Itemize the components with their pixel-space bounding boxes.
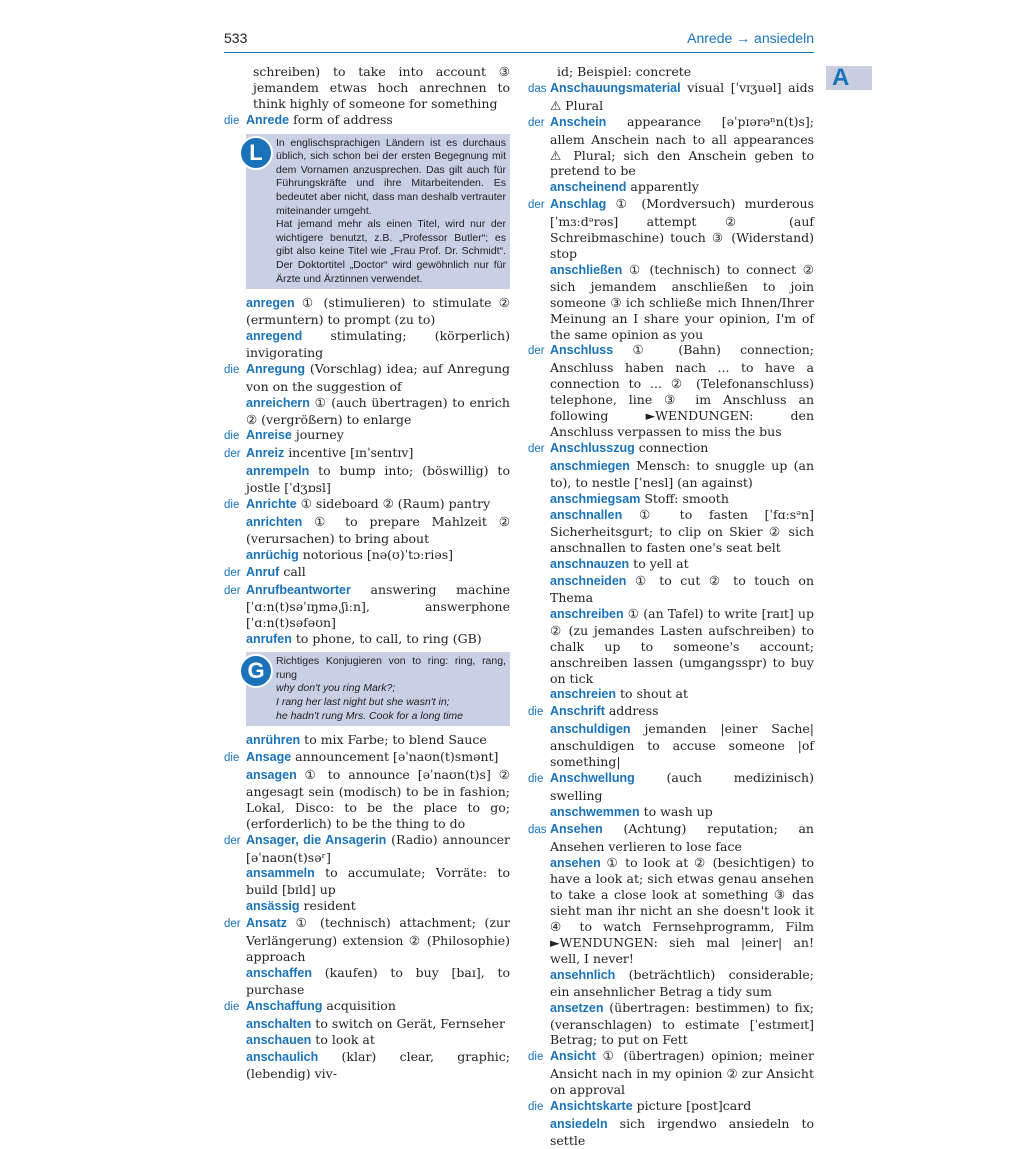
- dictionary-entry: [224, 295, 510, 328]
- info-box: [246, 652, 510, 726]
- entry-definition: ① (übertragen) opinion; meiner Ansicht nach in my opinion ② zur Ansicht on approval: [550, 1048, 814, 1098]
- entry-article: das: [528, 823, 547, 836]
- entry-definition: ① (Mordversuch) murderous [ˈmɜːdᵊrəs] attempt ② (auf Schreibmaschine) touch ③ (Widerstand) stop: [550, 196, 814, 261]
- entry-article: der: [224, 918, 241, 931]
- entry-definition: to switch on Gerät, Fernseher: [315, 1015, 505, 1031]
- dictionary-entry: [224, 582, 510, 632]
- entry-headword: Anregung: [246, 361, 306, 376]
- entry-headword: Ansage: [246, 750, 292, 765]
- entry-definition: stimulating; (körperlich) invigorating: [246, 327, 510, 360]
- entry-headword: anrüchig: [246, 547, 299, 562]
- header-rule: [224, 52, 814, 53]
- dictionary-entry: [224, 998, 510, 1016]
- entry-headword: anreichern: [246, 395, 310, 410]
- entry-definition: (kaufen) to buy [baɪ], to purchase: [246, 964, 510, 997]
- entry-definition: ① (stimulieren) to stimulate ② (ermuntern) to prompt (zu to): [246, 295, 510, 328]
- entry-definition: form of address: [293, 111, 393, 127]
- entry-headword: ansässig: [246, 899, 300, 914]
- entry-headword: Anschein: [550, 114, 607, 129]
- dictionary-entry: [528, 804, 814, 821]
- entry-definition: to mix Farbe; to blend Sauce: [304, 732, 487, 748]
- dictionary-entry: [528, 855, 814, 967]
- dictionary-entry: [224, 564, 510, 582]
- dictionary-entry: [224, 514, 510, 547]
- entry-definition: ① (an Tafel) to write [raɪt] up ② (zu jemandes Lasten aufschreiben) to chalk up to someone's account; anschreiben lassen (umgangsspr) to buy on tick: [550, 605, 814, 686]
- entry-headword: ansiedeln: [550, 1117, 608, 1131]
- entry-definition: call: [283, 563, 306, 579]
- entry-headword: anrichten: [246, 514, 303, 529]
- entry-article: die: [224, 430, 240, 443]
- entry-headword: anschneiden: [550, 574, 627, 589]
- entry-headword: Anrichte: [246, 497, 297, 512]
- entry-headword: anrühren: [246, 733, 301, 748]
- entry-headword: Anschlag: [550, 197, 607, 212]
- entry-definition: ① (technisch) to connect ② sich jemandem anschließen to join someone ③ ich schließe mich Ihnen/Ihrer Meinung an I share your opinion, I'm of the same opinion as you: [550, 261, 814, 342]
- entry-article: der: [528, 442, 545, 455]
- entry-definition: journey: [295, 427, 344, 443]
- entry-headword: ansetzen: [550, 1000, 604, 1015]
- dictionary-entry: [528, 1116, 814, 1149]
- entry-definition: ① to cut ② to touch on Thema: [550, 573, 814, 605]
- entry-definition: ① sideboard ② (Raum) pantry: [300, 496, 491, 512]
- dictionary-entry: [224, 898, 510, 915]
- dictionary-entry: [224, 112, 510, 130]
- dictionary-entry: [528, 507, 814, 556]
- dictionary-entry: [224, 1032, 510, 1049]
- entry-headword: ansehnlich: [550, 967, 616, 982]
- entry-headword: anschuldigen: [550, 722, 631, 737]
- dictionary-entry: [528, 686, 814, 703]
- entry-definition: ① to prepare Mahlzeit ② (verursachen) to bring about: [246, 513, 510, 546]
- dictionary-entry: [224, 328, 510, 361]
- entry-headword: Ansager, die Ansagerin: [246, 832, 387, 847]
- guide-words: Anrede → ansiedeln: [687, 30, 814, 46]
- entry-definition: sich irgendwo ansiedeln to settle: [550, 1116, 814, 1148]
- entry-article: die: [528, 1101, 544, 1114]
- dictionary-entry: [528, 1000, 814, 1049]
- entry-definition: to yell at: [633, 556, 689, 572]
- entry-definition: Mensch: to snuggle up (an to), to nestle [ˈnesl] (an against): [550, 457, 814, 490]
- entry-definition: jemanden |einer Sache| anschuldigen to accuse someone |of something|: [550, 721, 814, 770]
- entry-headword: anschauen: [246, 1033, 312, 1048]
- entry-headword: anschnallen: [550, 508, 623, 523]
- entry-headword: Anschluss: [550, 343, 614, 358]
- dictionary-entry: [528, 967, 814, 1000]
- dictionary-entry: [224, 1016, 510, 1033]
- entry-definition: visual [ˈvɪʒuəl] aids ⚠ Plural: [550, 79, 814, 113]
- dictionary-entry: [224, 732, 510, 749]
- entry-definition: appearance [əˈpɪərəⁿn(t)s]; allem Anschein nach to all appearances ⚠ Plural; sich den Anschein geben to pretend to be: [550, 113, 814, 179]
- dictionary-entry: [528, 80, 814, 114]
- entry-headword: Anrede: [246, 112, 290, 127]
- box-text: In englischsprachigen Ländern ist es durchaus üblich, sich schon bei der ersten Begegnung mit dem Vornamen anzusprechen. Das gilt auch für Führungskräfte und ihre Mitarbeitenden. Es bedeutet aber nicht, dass man deshalb vertrauter miteinander umgeht.: [276, 136, 506, 217]
- entry-definition: address: [608, 703, 659, 719]
- entry-definition: to shout at: [620, 686, 689, 702]
- entry-article: die: [224, 114, 240, 127]
- entry-definition: ① to announce [əˈnaʊn(t)s] ② angesagt sein (modisch) to be in fashion; Lokal, Disco: to be the place to go; (erforderlich) to be the thing to do: [246, 766, 510, 831]
- dictionary-entry: [528, 262, 814, 343]
- dictionary-entry: [528, 770, 814, 804]
- dictionary-entry: [528, 606, 814, 687]
- entry-definition: (beträchtlich) considerable; ein ansehnlicher Betrag a tidy sum: [550, 966, 814, 999]
- entry-article: die: [224, 363, 240, 376]
- dictionary-entry: [528, 64, 814, 80]
- entry-article: der: [528, 199, 545, 212]
- entry-headword: anschreiben: [550, 606, 624, 621]
- entry-definition: schreiben) to take into account ③ jemandem etwas hoch anrechnen to think highly of someone for something: [253, 64, 510, 111]
- dictionary-entry: [224, 1049, 510, 1082]
- entry-headword: anschalten: [246, 1016, 312, 1031]
- box-badge-icon: L: [239, 136, 273, 170]
- entry-headword: anschwemmen: [550, 804, 640, 819]
- entry-definition: Stoff: smooth: [644, 490, 729, 506]
- entry-definition: to accumulate; Vorräte: to build [bɪld] up: [246, 865, 510, 898]
- entry-definition: ① to fasten [ˈfɑːsᵊn] Sicherheitsgurt; to clip on Skier ② sich anschnallen to fasten one's seat belt: [550, 507, 814, 556]
- dictionary-entry: [224, 631, 510, 648]
- entry-article: die: [528, 1051, 544, 1064]
- entry-definition: answering machine [ˈɑːn(t)səˈɪŋməˌʃiːn], answerphone [ˈɑːn(t)səfəʊn]: [246, 581, 510, 631]
- dictionary-entry: [224, 749, 510, 767]
- entry-definition: ① to look at ② (besichtigen) to have a look at; sich etwas genau ansehen to take a close look at something ③ das sieht man ihr nicht an she doesn't look it ④ to watch Fernsehprogramm, Film ►WENDUNGEN: sieh mal |einer| an! well, I never!: [550, 854, 814, 966]
- right-column: [528, 64, 814, 1149]
- entry-definition: (auch medizinisch) swelling: [550, 769, 814, 803]
- entry-definition: to wash up: [643, 803, 713, 819]
- entry-article: der: [528, 116, 545, 129]
- entry-headword: anschaffen: [246, 965, 312, 980]
- box-example: he hadn't rung Mrs. Cook for a long time: [276, 709, 464, 722]
- entry-definition: picture [post]card: [636, 1098, 752, 1114]
- entry-article: der: [224, 584, 241, 597]
- entry-headword: Ansicht: [550, 1049, 596, 1064]
- entry-headword: anschaulich: [246, 1050, 319, 1065]
- entry-definition: to look at: [315, 1032, 375, 1048]
- entry-headword: Anreiz: [246, 446, 285, 461]
- entry-definition: resident: [303, 898, 356, 914]
- entry-definition: announcement [əˈnaʊn(t)smənt]: [295, 749, 499, 765]
- entry-headword: anrempeln: [246, 464, 310, 479]
- dictionary-entry: [528, 196, 814, 262]
- entry-article: die: [528, 772, 544, 785]
- entry-headword: Anschwellung: [550, 770, 635, 785]
- dictionary-entry: [528, 556, 814, 573]
- box-text: Hat jemand mehr als einen Titel, wird nur der wichtigere benutzt, z.B. „Professor Butler“; es gibt also keine Titel wie „Frau Prof. Dr. Schmidt“. Der Doktortitel „Doctor“ wird gewöhnlich nur für Ärzte und Ärztinnen verwendet.: [276, 218, 506, 285]
- entry-headword: Anrufbeantworter: [246, 582, 351, 597]
- entry-definition: apparently: [630, 179, 699, 195]
- entry-headword: Ansatz: [246, 916, 287, 931]
- dictionary-entry: [224, 832, 510, 866]
- entry-headword: Anschlusszug: [550, 440, 635, 455]
- entry-article: der: [528, 345, 545, 358]
- entry-headword: anschreien: [550, 687, 617, 702]
- dictionary-entry: [224, 395, 510, 428]
- dictionary-entry: [224, 915, 510, 965]
- entry-headword: anregend: [246, 328, 303, 343]
- box-text: Richtiges Konjugieren von to ring: ring, rang, rung: [276, 655, 506, 681]
- entry-headword: Ansehen: [550, 821, 603, 836]
- dictionary-entry: [224, 496, 510, 514]
- dictionary-entry: [224, 64, 510, 112]
- dictionary-entry: [528, 114, 814, 180]
- dictionary-entry: [528, 179, 814, 196]
- dictionary-entry: [528, 721, 814, 770]
- entry-headword: Anschrift: [550, 704, 605, 719]
- dictionary-entry: [528, 1098, 814, 1116]
- entry-definition: (übertragen: bestimmen) to fix; (veranschlagen) to estimate [ˈestɪmeɪt] Betrag; to put on Fett: [550, 999, 814, 1048]
- entry-article: die: [224, 1000, 240, 1013]
- box-badge-icon: G: [239, 654, 273, 688]
- entry-headword: anrufen: [246, 632, 292, 647]
- dictionary-entry: [224, 427, 510, 445]
- entry-definition: (Radio) announcer [əˈnaʊn(t)səʳ]: [246, 831, 510, 865]
- dictionary-entry: [528, 573, 814, 606]
- entry-definition: id; Beispiel: concrete: [557, 64, 692, 79]
- entry-headword: ansehen: [550, 855, 601, 870]
- box-example: why don't you ring Mark?;: [276, 682, 396, 695]
- entry-definition: ① (auch übertragen) to enrich ② (vergrößern) to enlarge: [246, 394, 510, 427]
- entry-headword: Anruf: [246, 564, 280, 579]
- dictionary-entry: [224, 767, 510, 832]
- entry-definition: acquisition: [326, 997, 396, 1013]
- entry-headword: anregen: [246, 296, 295, 311]
- entry-article: die: [224, 752, 240, 765]
- page-number: 533: [224, 30, 248, 46]
- entry-headword: Anschaffung: [246, 998, 323, 1013]
- entry-headword: anscheinend: [550, 180, 627, 195]
- entry-definition: ① (Bahn) connection; Anschluss haben nach ... to have a connection to ... ② (Telefonanschluss) telephone, line ③ im Anschluss an following ►WENDUNGEN: den Anschluss verpassen to miss the bus: [550, 342, 814, 439]
- entry-headword: ansammeln: [246, 866, 315, 881]
- entry-definition: notorious [nə(ʊ)ˈtɔːriəs]: [302, 546, 454, 562]
- entry-headword: Anschauungsmaterial: [550, 80, 681, 95]
- dictionary-entry: [528, 1048, 814, 1098]
- entry-article: der: [224, 448, 241, 461]
- dictionary-entry: [528, 458, 814, 491]
- dictionary-entry: [528, 703, 814, 721]
- entry-definition: incentive [ɪnˈsentɪv]: [288, 445, 414, 461]
- box-example: I rang her last night but she wasn't in;: [276, 695, 450, 708]
- left-column: [224, 64, 510, 1082]
- entry-definition: to bump into; (böswillig) to jostle [ˈdʒɒsl]: [246, 463, 510, 496]
- dictionary-entry: [224, 865, 510, 898]
- entry-article: der: [224, 566, 241, 579]
- entry-headword: ansagen: [246, 767, 297, 782]
- entry-article: die: [528, 706, 544, 719]
- entry-article: das: [528, 82, 547, 95]
- dictionary-entry: [224, 463, 510, 496]
- entry-definition: (klar) clear, graphic; (lebendig) viv-: [246, 1049, 510, 1082]
- dictionary-entry: [224, 965, 510, 998]
- entry-definition: ① (technisch) attachment; (zur Verlängerung) extension ② (Philosophie) approach: [246, 915, 510, 964]
- entry-article: die: [224, 499, 240, 512]
- dictionary-entry: [224, 361, 510, 395]
- entry-definition: to phone, to call, to ring (GB): [295, 631, 482, 647]
- dictionary-entry: [224, 445, 510, 463]
- entry-headword: Ansichtskarte: [550, 1099, 633, 1114]
- entry-article: der: [224, 834, 241, 847]
- info-box: [246, 134, 510, 290]
- entry-definition: connection: [638, 439, 709, 455]
- entry-headword: Anreise: [246, 428, 292, 443]
- dictionary-entry: [528, 491, 814, 508]
- entry-headword: anschmiegen: [550, 458, 630, 473]
- entry-headword: anschließen: [550, 262, 623, 277]
- entry-headword: anschnauzen: [550, 557, 630, 572]
- dictionary-entry: [528, 821, 814, 855]
- dictionary-entry: [224, 547, 510, 564]
- entry-definition: (Achtung) reputation; an Ansehen verlieren to lose face: [550, 820, 814, 854]
- dictionary-entry: [528, 342, 814, 439]
- entry-definition: (Vorschlag) idea; auf Anregung von on the suggestion of: [246, 360, 510, 394]
- dictionary-entry: [528, 440, 814, 458]
- letter-thumb-tab: A: [826, 66, 872, 90]
- entry-headword: anschmiegsam: [550, 491, 641, 506]
